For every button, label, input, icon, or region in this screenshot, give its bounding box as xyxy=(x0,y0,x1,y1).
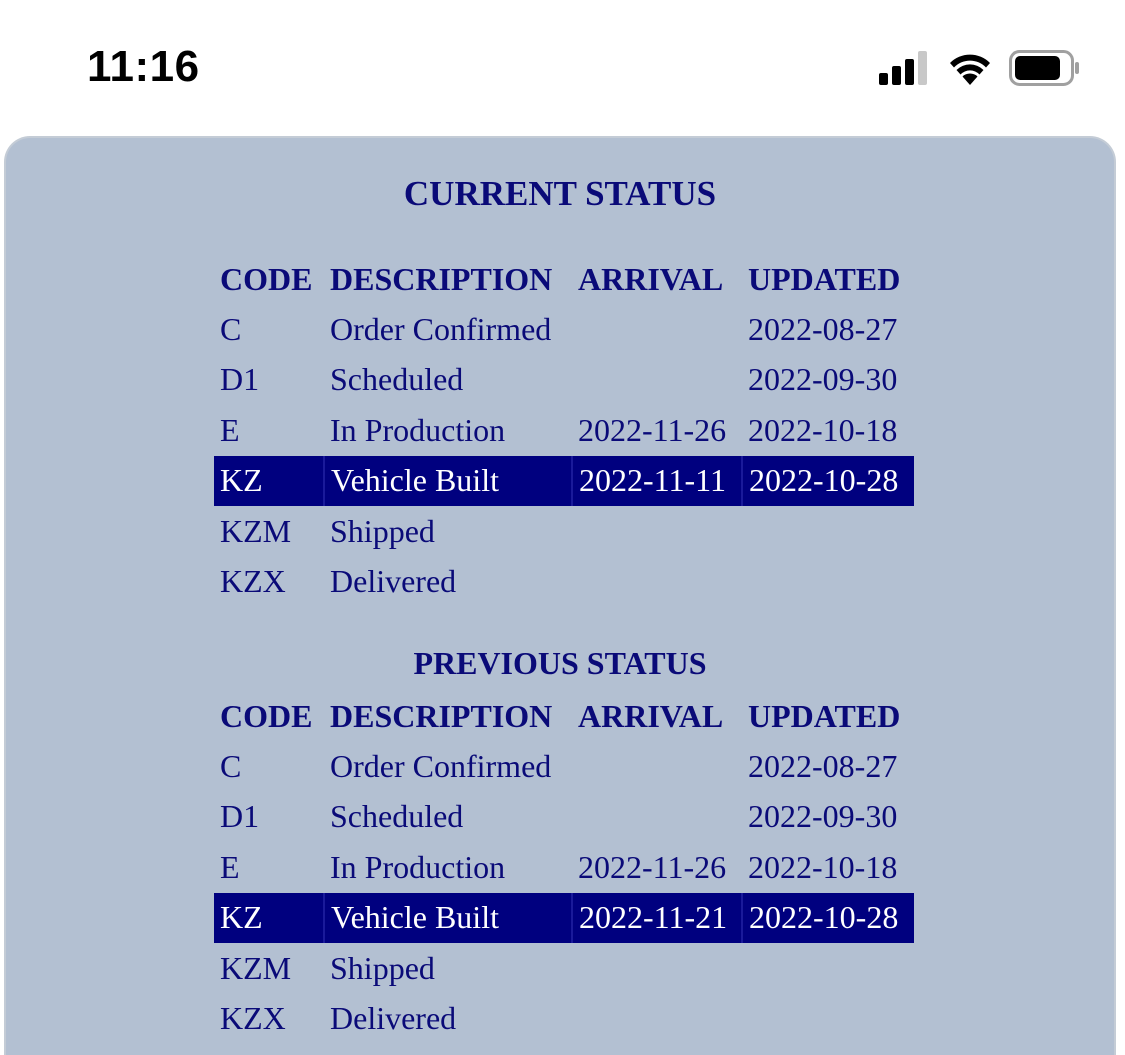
cell-arrival: 2022-11-11 xyxy=(572,456,742,507)
cell-arrival xyxy=(572,741,742,792)
cell-code: KZX xyxy=(220,1000,286,1037)
header-arrival: ARRIVAL xyxy=(578,260,724,297)
cell-code: E xyxy=(220,848,240,885)
header-code: CODE xyxy=(220,697,313,734)
cell-code: KZM xyxy=(220,949,292,986)
cell-code: E xyxy=(220,411,240,448)
table-header-row xyxy=(214,691,914,741)
cell-code: KZM xyxy=(220,512,292,549)
cell-description: Vehicle Built xyxy=(324,456,572,507)
table-row xyxy=(214,842,914,893)
cell-updated: 2022-10-18 xyxy=(748,848,898,885)
previous-status-title: PREVIOUS STATUS xyxy=(413,645,707,681)
cell-arrival: 2022-11-21 xyxy=(572,893,742,944)
cell-description: Shipped xyxy=(330,512,435,549)
cell-description: Delivered xyxy=(330,1000,457,1037)
cell-arrival xyxy=(572,506,742,557)
table-row xyxy=(214,741,914,792)
status-time: 11:16 xyxy=(87,42,200,91)
cell-description: Scheduled xyxy=(330,361,464,398)
table-row xyxy=(214,994,914,1045)
cell-code: KZX xyxy=(220,563,286,600)
cell-updated: 2022-08-27 xyxy=(748,310,898,347)
cell-updated xyxy=(742,506,914,557)
cell-arrival xyxy=(572,792,742,843)
cell-code: C xyxy=(220,747,242,784)
cell-arrival xyxy=(572,355,742,406)
table-row xyxy=(214,304,914,355)
header-arrival: ARRIVAL xyxy=(578,697,724,734)
cell-code: KZ xyxy=(214,893,324,944)
cell-updated: 2022-09-30 xyxy=(748,361,898,398)
header-updated: UPDATED xyxy=(748,260,901,297)
cell-updated: 2022-10-28 xyxy=(742,893,914,944)
cell-arrival xyxy=(572,557,742,608)
cell-updated xyxy=(742,557,914,608)
table-row xyxy=(214,506,914,557)
cell-arrival: 2022-11-26 xyxy=(578,411,727,448)
header-code: CODE xyxy=(220,260,313,297)
battery-icon xyxy=(1009,50,1081,86)
cell-description: Vehicle Built xyxy=(324,893,572,944)
wifi-icon xyxy=(947,51,993,85)
cell-code: C xyxy=(220,310,242,347)
status-bar xyxy=(0,0,1125,130)
cell-description: Shipped xyxy=(330,949,435,986)
current-status-title: CURRENT STATUS xyxy=(403,174,717,213)
cell-updated: 2022-09-30 xyxy=(748,798,898,835)
cell-updated: 2022-08-27 xyxy=(748,747,898,784)
header-description: DESCRIPTION xyxy=(330,260,553,297)
previous-status-table xyxy=(214,691,914,1044)
table-row xyxy=(214,405,914,456)
current-status-table xyxy=(214,254,914,607)
cell-code: D1 xyxy=(220,361,260,398)
table-row xyxy=(214,355,914,406)
cell-updated: 2022-10-28 xyxy=(742,456,914,507)
cell-description: In Production xyxy=(330,848,506,885)
cell-code: KZ xyxy=(214,456,324,507)
cell-code: D1 xyxy=(220,798,260,835)
cell-arrival xyxy=(572,943,742,994)
cell-description: Delivered xyxy=(330,563,457,600)
cell-arrival: 2022-11-26 xyxy=(578,848,727,885)
cell-arrival xyxy=(572,304,742,355)
cell-description: Scheduled xyxy=(330,798,464,835)
cell-updated xyxy=(742,943,914,994)
cell-description: Order Confirmed xyxy=(330,310,552,347)
table-header-row xyxy=(214,254,914,304)
table-row-highlighted xyxy=(214,893,914,944)
cell-arrival xyxy=(572,994,742,1045)
table-row xyxy=(214,943,914,994)
header-updated: UPDATED xyxy=(748,697,901,734)
header-description: DESCRIPTION xyxy=(330,697,553,734)
table-row xyxy=(214,557,914,608)
table-row-highlighted xyxy=(214,456,914,507)
table-row xyxy=(214,792,914,843)
cell-description: In Production xyxy=(330,411,506,448)
cellular-signal-icon xyxy=(879,51,931,85)
status-card xyxy=(4,136,1116,1055)
cell-description: Order Confirmed xyxy=(330,747,552,784)
cell-updated xyxy=(742,994,914,1045)
cell-updated: 2022-10-18 xyxy=(748,411,898,448)
system-icons xyxy=(879,50,1081,86)
